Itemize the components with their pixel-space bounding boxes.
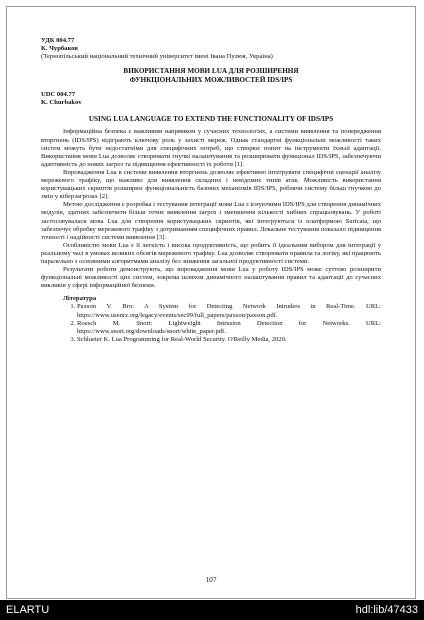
document-page (6, 6, 416, 599)
title-uk (41, 67, 381, 85)
reference-item: 2. Roesch M. Snort: Lightweight Intrusion Detection for Networks. URL: https://www.snort.org/downloads/snort/white_paper.pdf. (77, 320, 381, 336)
footer-repository-label: ELARTU (6, 604, 50, 616)
udc-en: UDC 004.77 (41, 91, 76, 99)
page-content (41, 37, 381, 344)
affiliation-uk: (Тернопільський національний технічний університет імені Івана Пулюя, Україна) (41, 53, 273, 61)
body-paragraph-1: Інформаційна безпека є важливим напрямком у сучасних технологіях, а системи виявлення та попередження вторгнень (IDS/IPS) відіграють ключову роль у захисті мереж. Однак стандартні функціональні можливості таких систем можуть бути недостатніми для специфічних потреб, що створює попит на інструменти їхньої адаптації. Використання мови Lua дозволяє створювати гнучкі налаштування та розширювати функціонал IDS/IPS, забезпечуючи адаптивність до нових загроз та підвищення ефективності їх роботи [1]. (41, 128, 381, 168)
body-paragraph-4: Особливістю мови Lua є її легкість і висока продуктивність, що робить її ідеальним вибором для інтеграції у реальному часі в умовах великих обсягів мережевого трафіку. Lua дозволяє створювати правила та логіку, які працюють паралельно з основними алгоритмами аналізу без зниження загальної продуктивності системи. (41, 241, 381, 265)
references-heading: Література (63, 295, 97, 303)
author-en: K. Churbakov (41, 99, 82, 107)
body-paragraph-3: Метою дослідження є розробка і тестування інтеграції мови Lua з існуючими IDS/IPS для створення динамічних модулів, здатних забезпечити більш точне виявлення загроз і зменшення кількості хибних спрацьовувань. У роботі застосовувалася мова Lua для створення користувацьких скриптів, які інтегруються із платформою Suricata, що забезпечує обробку мережевого трафіку з дотриманням специфічних правил. Локальне тестування показало підвищення точності і надійності системи виявлення [3]. (41, 201, 381, 241)
footer-handle-label: hdl:lib/47433 (355, 604, 418, 616)
author-uk: К. Чурбаков (41, 45, 78, 53)
title-en: USING LUA LANGUAGE TO EXTEND THE FUNCTIONALITY OF IDS/IPS (88, 115, 334, 124)
title-uk-line2: ФУНКЦІОНАЛЬНИХ МОЖЛИВОСТЕЙ IDS/IPS (129, 76, 293, 85)
page-number: 107 (205, 575, 217, 584)
title-uk-line1: ВИКОРИСТАННЯ МОВИ LUA ДЛЯ РОЗШИРЕННЯ (123, 67, 299, 76)
references-list (41, 303, 381, 343)
body-paragraph-2: Впровадження Lua в системи виявлення вторгнень дозволяє ефективно інтегрувати специфічні сценарії аналізу мережевого трафіку, що важливо для виявлення складних і невідомих типів атак. Можливість використання користувацьких скриптів розширює функціональність базових механізмів IDS/IPS, роблячи систему більш гнучкою до змін у кіберзагрозах [2]. (41, 168, 381, 201)
body-paragraph-5: Результати роботи демонструють, що впровадження мови Lua у роботу IDS/IPS може суттєво розширити функціональні можливості цих систем, зокрема шляхом динамічного налаштування правил та адаптації до сучасних викликів у сфері інформаційної безпеки. (41, 266, 381, 290)
reference-item: 1. Paxson V. Bro: A System for Detecting Network Intruders in Real-Time. URL: https://www.usenix.org/legacy/events/sec99/full_papers/paxson/paxson.pdf. (77, 303, 381, 319)
udc-uk: УДК 004.77 (41, 37, 75, 44)
footer-bar (0, 600, 424, 620)
reference-item: 3. Schlueter K. Lua Programming for Real-World Security. O'Reilly Media, 2020. (77, 336, 381, 344)
